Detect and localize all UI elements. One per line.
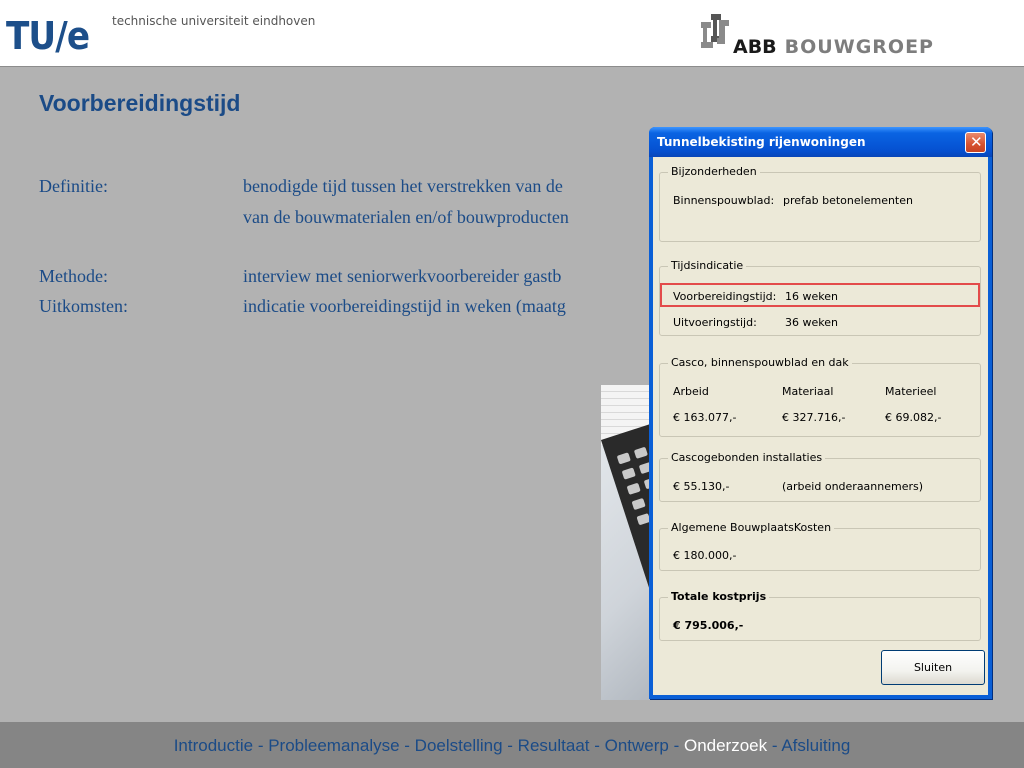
uitvoeringstijd-value: 36 weken: [785, 316, 838, 329]
uitkomsten-label: Uitkomsten:: [39, 296, 128, 316]
nav-introductie[interactable]: Introductie: [173, 736, 254, 755]
header-bar: [0, 0, 1024, 67]
nav-separator: -: [668, 736, 684, 755]
footer-navigation: [0, 736, 1024, 756]
nav-ontwerp[interactable]: Ontwerp: [604, 736, 669, 755]
group-legend: Tijdsindicatie: [668, 259, 746, 272]
installaties-value: € 55.130,-: [673, 480, 730, 493]
nav-probleemanalyse[interactable]: Probleemanalyse: [268, 736, 400, 755]
abb-division: BOUWGROEP: [784, 36, 934, 58]
totale-kostprijs-value: € 795.006,-: [673, 619, 744, 632]
nav-separator: -: [253, 736, 269, 755]
group-legend: Algemene BouwplaatsKosten: [668, 521, 834, 534]
tue-logo: TU/e: [6, 14, 90, 58]
sluiten-button[interactable]: Sluiten: [881, 650, 985, 685]
voorbereidingstijd-value: 16 weken: [785, 290, 838, 303]
voorbereidingstijd-label: Voorbereidingstijd:: [673, 290, 777, 303]
bouwplaatskosten-value: € 180.000,-: [673, 549, 737, 562]
cost-dialog-window: [649, 127, 992, 699]
uitvoeringstijd-label: Uitvoeringstijd:: [673, 316, 757, 329]
nav-doelstelling[interactable]: Doelstelling: [414, 736, 503, 755]
group-legend: Casco, binnenspouwblad en dak: [668, 356, 852, 369]
group-bijzonderheden: [659, 165, 981, 242]
nav-onderzoek[interactable]: Onderzoek: [683, 736, 768, 755]
dialog-client-area: [653, 157, 988, 695]
binnenspouwblad-value: prefab betonelementen: [783, 194, 913, 207]
nav-resultaat[interactable]: Resultaat: [517, 736, 590, 755]
casco-value-arbeid: € 163.077,-: [673, 411, 737, 424]
installaties-note: (arbeid onderaannemers): [782, 480, 924, 493]
dialog-title: Tunnelbekisting rijenwoningen: [657, 135, 866, 149]
nav-separator: -: [767, 736, 782, 755]
casco-header-materiaal: Materiaal: [782, 385, 834, 398]
close-icon: ✕: [970, 133, 983, 151]
group-legend: Cascogebonden installaties: [668, 451, 825, 464]
group-casco: [659, 356, 981, 437]
abb-logo-mark-icon: [697, 8, 733, 60]
abb-brand: ABB: [733, 36, 777, 58]
close-button[interactable]: [965, 132, 986, 153]
slide-title: Voorbereidingstijd: [39, 90, 241, 116]
binnenspouwblad-label: Binnenspouwblad:: [673, 194, 775, 207]
casco-value-materieel: € 69.082,-: [885, 411, 942, 424]
definitie-label: Definitie:: [39, 176, 108, 196]
methode-label: Methode:: [39, 266, 108, 286]
definitie-text: benodigde tijd tussen het verstrekken van de: [243, 176, 563, 196]
casco-header-materieel: Materieel: [885, 385, 937, 398]
tue-tagline: technische universiteit eindhoven: [112, 14, 316, 28]
casco-value-materiaal: € 327.716,-: [782, 411, 846, 424]
group-legend: Bijzonderheden: [668, 165, 760, 178]
nav-afsluiting[interactable]: Afsluiting: [781, 736, 851, 755]
definitie-text-continued: van de bouwmaterialen en/of bouwproducten: [243, 207, 569, 227]
methode-text: interview met seniorwerkvoorbereider gastb: [243, 266, 562, 286]
abb-logo-text: [733, 36, 934, 58]
uitkomsten-text: indicatie voorbereidingstijd in weken (maatg: [243, 296, 566, 316]
casco-header-arbeid: Arbeid: [673, 385, 709, 398]
group-legend: Totale kostprijs: [668, 590, 769, 603]
nav-separator: -: [502, 736, 518, 755]
nav-separator: -: [399, 736, 415, 755]
dialog-titlebar[interactable]: [649, 127, 992, 157]
nav-separator: -: [589, 736, 605, 755]
